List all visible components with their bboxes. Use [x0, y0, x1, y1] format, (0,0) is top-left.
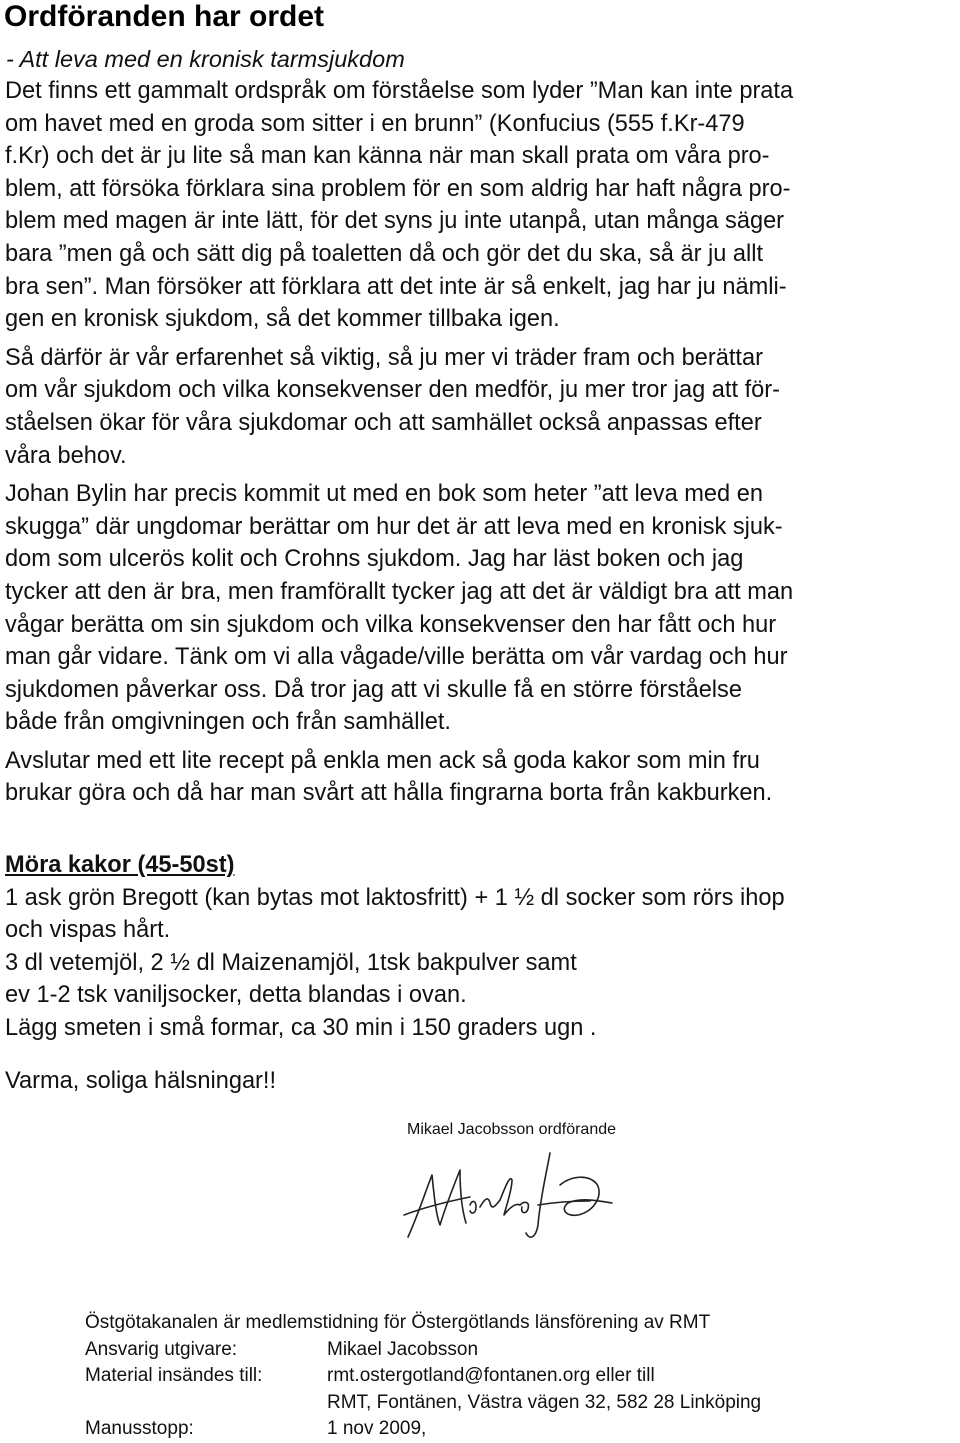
- footer-label: [85, 1390, 327, 1417]
- footer-value: 1 nov 2009,: [327, 1418, 427, 1439]
- article-body: [5, 75, 960, 810]
- footer-value: Mikael Jacobsson: [327, 1338, 479, 1360]
- signature-caption: Mikael Jacobsson ordförande: [407, 1121, 617, 1138]
- text-line: tycker att den är bra, men framförallt tycker jag att det är väldigt bra att man: [5, 578, 794, 605]
- recipe-line: ev 1-2 tsk vaniljsocker, detta blandas i ovan.: [5, 982, 467, 1009]
- footer-label: Ansvarig utgivare:: [85, 1338, 238, 1360]
- text-line: våra behov.: [5, 442, 127, 469]
- text-line: både från omgivningen och från samhället.: [5, 709, 451, 736]
- text-line: skugga” där ungdomar berättar om hur det är att leva med en kronisk sjuk-: [5, 513, 783, 540]
- footer-row: [85, 1337, 761, 1364]
- recipe-line: och vispas hårt.: [5, 917, 171, 944]
- text-line: man går vidare. Tänk om vi alla vågade/ville berätta om vår vardag och hur: [5, 644, 788, 671]
- recipe-line: 3 dl vetemjöl, 2 ½ dl Maizenamjöl, 1tsk bakpulver samt: [5, 949, 577, 976]
- text-line: Så därför är vår erfarenhet så viktig, så ju mer vi träder fram och berättar: [5, 344, 763, 371]
- footer-address: RMT, Fontänen, Västra vägen 32, 582 28 Linköping: [327, 1391, 762, 1413]
- closing-greeting: Varma, soliga hälsningar!!: [5, 1068, 277, 1094]
- page-title: Ordföranden har ordet: [4, 0, 325, 33]
- handwritten-signature: [400, 1145, 630, 1245]
- text-line: brukar göra och då har man svårt att hålla fingrarna borta från kakburken.: [5, 780, 773, 807]
- footer-email: rmt.ostergotland@fontanen.org eller till: [327, 1365, 655, 1386]
- recipe: [5, 849, 960, 1045]
- paragraph-3: [5, 478, 960, 739]
- footer: [85, 1310, 761, 1443]
- paragraph-4: [5, 745, 960, 810]
- text-line: dom som ulcerös kolit och Crohns sjukdom. Jag har läst boken och jag: [5, 546, 744, 573]
- text-line: Avslutar med ett lite recept på enkla men ack så goda kakor som min fru: [5, 747, 760, 774]
- footer-row: [85, 1363, 761, 1390]
- text-line: om vår sjukdom och vilka konsekvenser den medför, ju mer tror jag att för-: [5, 377, 780, 404]
- recipe-line: 1 ask grön Bregott (kan bytas mot laktosfritt) + 1 ½ dl socker som rörs ihop: [5, 884, 785, 911]
- text-line: f.Kr) och det är ju lite så man kan känna när man skall prata om våra pro-: [5, 143, 770, 170]
- text-line: blem, att försöka förklara sina problem för en som aldrig har haft några pro-: [5, 175, 791, 202]
- recipe-title: Möra kakor (45-50st): [5, 852, 235, 878]
- text-line: bra sen”. Man försöker att förklara att det inte är så enkelt, jag har ju nämli-: [5, 273, 787, 300]
- paragraph-2: [5, 342, 960, 472]
- footer-label: Manusstopp:: [85, 1418, 194, 1439]
- text-line: blem med magen är inte lätt, för det syns ju inte utanpå, utan många säger: [5, 208, 785, 235]
- text-line: Johan Bylin har precis kommit ut med en bok som heter ”att leva med en: [5, 481, 763, 508]
- paragraph-1: [5, 75, 960, 336]
- text-line: gen en kronisk sjukdom, så det kommer tillbaka igen.: [5, 306, 560, 333]
- recipe-line: Lägg smeten i små formar, ca 30 min i 150 graders ugn .: [5, 1014, 597, 1041]
- footer-label: Material insändes till:: [85, 1365, 263, 1386]
- text-line: sjukdomen påverkar oss. Då tror jag att vi skulle få en större förståelse: [5, 676, 742, 703]
- footer-row: [85, 1416, 761, 1443]
- text-line: om havet med en groda som sitter i en brunn” (Konfucius (555 f.Kr-479: [5, 110, 745, 137]
- text-line: vågar berätta om sin sjukdom och vilka konsekvenser den har fått och hur: [5, 611, 777, 638]
- footer-row: [85, 1390, 761, 1417]
- page-subtitle: - Att leva med en kronisk tarmsjukdom: [6, 46, 405, 72]
- text-line: Det finns ett gammalt ordspråk om förståelse som lyder ”Man kan inte prata: [5, 78, 794, 104]
- text-line: bara ”men gå och sätt dig på toaletten då och gör det du ska, så är ju allt: [5, 240, 764, 267]
- footer-intro: Östgötakanalen är medlemstidning för Östergötlands länsförening av RMT: [85, 1312, 711, 1333]
- text-line: ståelsen ökar för våra sjukdomar och att samhället också anpassas efter: [5, 409, 762, 436]
